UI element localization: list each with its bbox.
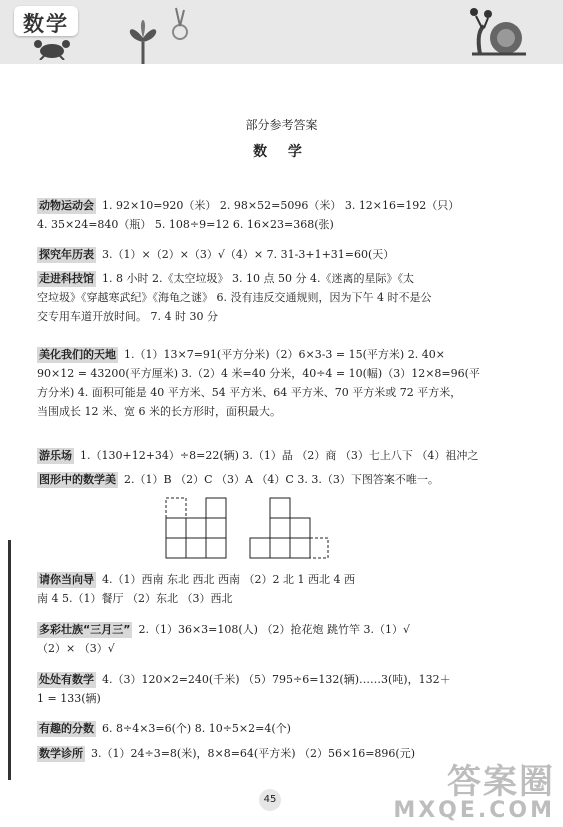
answer-line: 南 4 5.（1）餐厅 （2）东北 （3）西北 xyxy=(37,592,233,605)
watermark xyxy=(393,762,555,823)
section-label: 多彩壮族“三月三” xyxy=(39,623,131,636)
square xyxy=(206,518,226,538)
answer-line: 1. 8 小时 2.《太空垃圾》 3. 10 点 50 分 4.《迷离的星际》《太 xyxy=(102,272,414,285)
square xyxy=(206,538,226,558)
watermark-url: MXQE.COM xyxy=(393,798,555,823)
section-label: 游乐场 xyxy=(39,449,72,462)
section-label: 处处有数学 xyxy=(39,673,94,686)
section-shapes xyxy=(37,470,527,489)
square xyxy=(186,518,206,538)
snail-icon xyxy=(462,2,538,62)
subject-label: 数学 xyxy=(23,12,69,36)
section-playground xyxy=(37,446,527,465)
square xyxy=(166,538,186,558)
section-label: 图形中的数学美 xyxy=(39,473,116,486)
dashed-square xyxy=(166,498,186,518)
page-number: 45 xyxy=(259,789,281,811)
square xyxy=(270,518,290,538)
flower-icon xyxy=(118,8,168,64)
answer-line: 90×12 = 43200(平方厘米) 3.（2）4 米=40 分米，40÷4 = 10(幅)（3）12×8=96(平 xyxy=(37,367,480,380)
header-banner xyxy=(0,0,563,64)
section-clinic xyxy=(37,744,527,763)
section-calendar xyxy=(37,245,527,264)
square-figures xyxy=(160,496,330,560)
answer-line: 1.（130+12+34）÷8=22(辆) 3.（1）晶 （2）商 （3）七上八下 （4）祖冲之 xyxy=(80,449,479,462)
section-guide xyxy=(37,570,527,608)
square xyxy=(270,538,290,558)
section-label: 美化我们的天地 xyxy=(39,348,116,361)
answer-line: 1. 92×10=920（米） 2. 98×52=5096（米） 3. 12×16=192（只） xyxy=(102,199,460,212)
section-label: 数学诊所 xyxy=(39,747,83,760)
answer-line: 1.（1）13×7=91(平方分米)（2）6×3-3 = 15(平方米) 2. 40× xyxy=(124,348,445,361)
square xyxy=(186,538,206,558)
square xyxy=(290,518,310,538)
answer-line: 交专用车道开放时间。 7. 4 时 30 分 xyxy=(37,310,218,323)
section-zhuang xyxy=(37,620,527,658)
square xyxy=(290,538,310,558)
answer-line: 4.（3）120×2=240(千米) （5）795÷6=132(辆)……3(吨)，132＋ xyxy=(102,673,451,686)
square xyxy=(250,538,270,558)
square xyxy=(270,498,290,518)
page-title: 部分参考答案 xyxy=(245,118,318,132)
answer-line: 6. 8÷4×3=6(个) 8. 10÷5×2=4(个) xyxy=(102,722,291,735)
square xyxy=(206,498,226,518)
answer-line: 1 = 133(辆) xyxy=(37,692,101,705)
section-science-museum xyxy=(37,269,527,326)
section-everywhere xyxy=(37,670,527,708)
answer-line: 当围成长 12 米、宽 6 米的长方形时，面积最大。 xyxy=(37,405,281,418)
answer-line: 4.（1）西南 东北 西北 西南 （2）2 北 1 西北 4 西 xyxy=(102,573,355,586)
answer-line: 2.（1）36×3=108(人) （2）抢花炮 跳竹竿 3.（1）√ xyxy=(138,623,410,636)
section-beautify xyxy=(37,345,527,421)
binding-edge-line xyxy=(8,540,11,780)
answer-line: 4. 35×24=840（瓶） 5. 108÷9=12 6. 16×23=368(张) xyxy=(37,218,334,231)
subject-badge xyxy=(14,6,78,36)
section-animal-sports xyxy=(37,196,527,234)
section-label: 请你当向导 xyxy=(39,573,94,586)
section-label: 动物运动会 xyxy=(39,199,94,212)
grass-icon xyxy=(168,6,192,42)
watermark-text: 答案圈 xyxy=(447,762,555,802)
section-label: 探究年历表 xyxy=(39,248,94,261)
section-fractions xyxy=(37,719,527,738)
answer-line: 2.（1）B （2）C （3）A （4）C 3. 3.（3）下图答案不唯一。 xyxy=(124,473,439,486)
section-label: 有趣的分数 xyxy=(39,722,94,735)
answer-line: 方分米) 4. 面积可能是 40 平方米、54 平方米、64 平方米、70 平方米或 72 平方米， xyxy=(37,386,462,399)
section-label: 走进科技馆 xyxy=(39,272,94,285)
answer-line: （2）× （3）√ xyxy=(37,642,115,655)
answer-line: 3.（1）24÷3=8(米)，8×8=64(平方米) （2）56×16=896(元) xyxy=(91,747,416,760)
answer-line: 空垃圾》《穿越寒武纪》《海龟之谜》 6. 没有违反交通规则，因为下午 4 时不是公 xyxy=(37,291,432,304)
page-subtitle: 数 学 xyxy=(253,144,310,160)
crab-icon xyxy=(30,38,74,60)
dashed-square xyxy=(310,538,328,558)
square xyxy=(166,518,186,538)
answer-line: 3.（1）×（2）×（3）√（4）× 7. 31-3+1+31=60(天） xyxy=(102,248,395,261)
